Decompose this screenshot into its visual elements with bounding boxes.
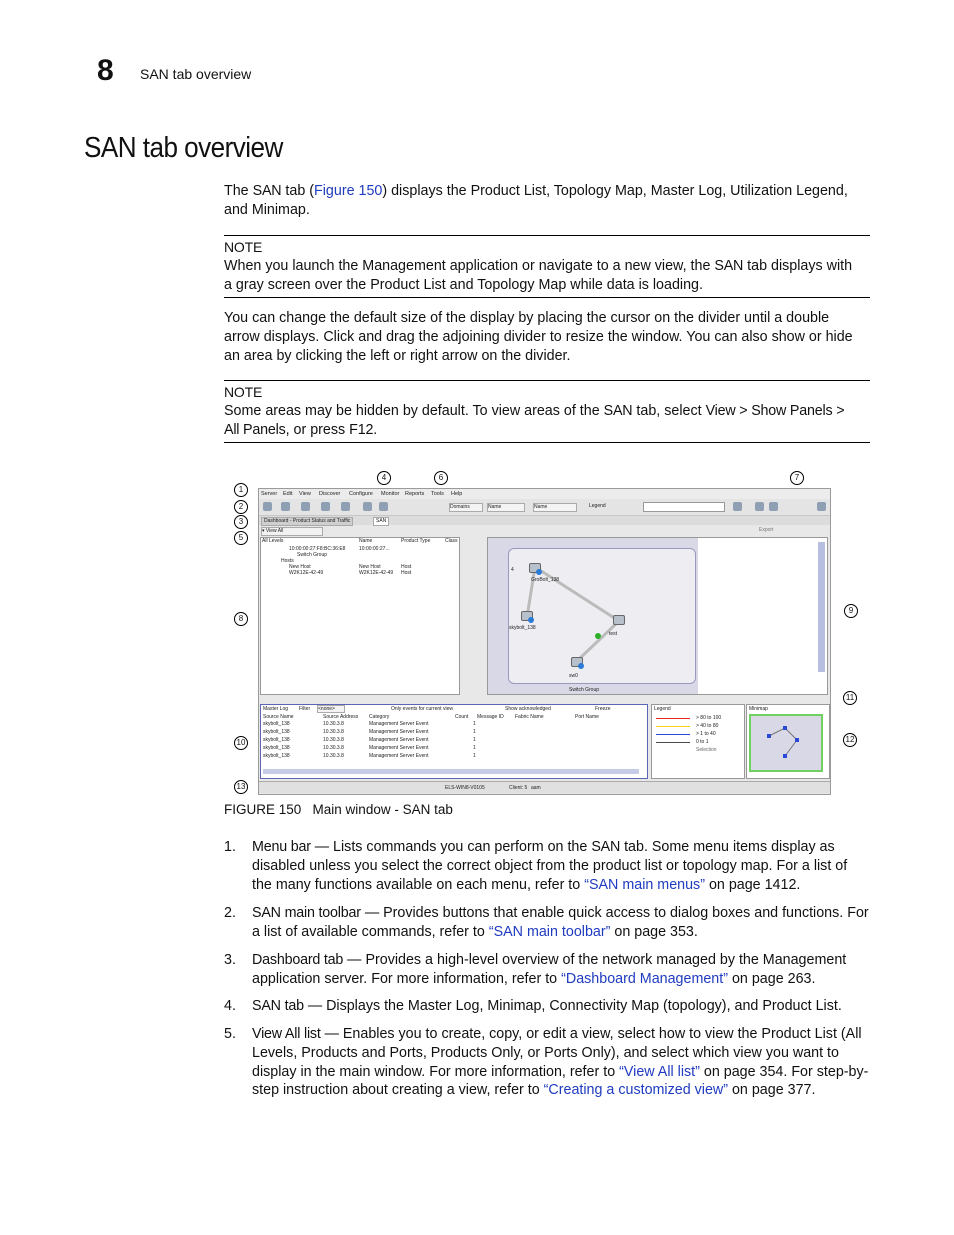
- tab-dashboard[interactable]: Dashboard - Product Status and Traffic: [261, 517, 353, 526]
- legend-item: > 1 to 40: [696, 731, 716, 737]
- san-main-toolbar: [259, 499, 830, 516]
- zone-icon[interactable]: [301, 502, 310, 511]
- switch-node[interactable]: [613, 615, 625, 625]
- topo-label: skybolt_138: [509, 625, 536, 631]
- link[interactable]: “SAN main toolbar”: [488, 923, 611, 940]
- note-block: NOTE When you launch the Management application or navigate to a new view, the SAN tab displays with a gray screen over the Product List and Topology Map while data is loading.: [224, 238, 870, 294]
- product-header-class[interactable]: Class: [445, 538, 458, 544]
- master-log-title: Master Log: [263, 706, 289, 712]
- search-field[interactable]: [643, 502, 725, 512]
- status-ok-icon: [595, 633, 601, 639]
- topo-label: 4: [511, 567, 514, 573]
- tree-item-type: Host: [401, 570, 412, 576]
- name-dropdown-2[interactable]: Name: [533, 503, 577, 512]
- note-bottom-rule: [224, 442, 870, 443]
- freeze-checkbox[interactable]: Freeze: [595, 706, 611, 712]
- table-row[interactable]: skybolt_138 10.30.3.8 Management Server Event 1: [263, 729, 476, 735]
- name-dropdown[interactable]: Name: [487, 503, 525, 512]
- properties-icon[interactable]: [281, 502, 290, 511]
- tree-item-type: Host: [401, 564, 412, 570]
- minimap-title: Minimap: [749, 706, 768, 712]
- tree-item-name: 10:00:00:27...: [359, 546, 390, 552]
- product-list: [260, 537, 460, 695]
- switch-icon: [536, 569, 542, 575]
- legend-item: Selection: [696, 747, 717, 753]
- export-button[interactable]: Export: [759, 527, 774, 533]
- legend-swatch: [656, 742, 690, 743]
- log-header[interactable]: Port Name: [575, 714, 599, 720]
- switch-icon: [578, 663, 584, 669]
- switch-group: [508, 548, 696, 693]
- menu-server[interactable]: Server: [261, 491, 278, 497]
- menu-view[interactable]: View: [299, 491, 311, 497]
- legend-item: 0 to 1: [696, 739, 709, 745]
- tree-item[interactable]: 10:00:00:27:F8:BC:36:E8: [289, 546, 346, 552]
- menu-edit[interactable]: Edit: [283, 491, 293, 497]
- tree-item[interactable]: New Host: [289, 564, 311, 570]
- connect-icon[interactable]: [321, 502, 330, 511]
- figure-caption: FIGURE 150 Main window - SAN tab: [224, 802, 453, 817]
- callout-3: 3: [234, 515, 248, 529]
- callout-1: 1: [234, 483, 248, 497]
- product-header-name[interactable]: Name: [359, 538, 373, 544]
- filter-dropdown[interactable]: <none>: [317, 705, 345, 713]
- link[interactable]: “View All list”: [619, 1063, 700, 1080]
- note-heading: NOTE: [224, 239, 263, 255]
- status-server: ELS-WIN8-V0105: [445, 785, 485, 791]
- help-icon[interactable]: [817, 502, 826, 511]
- callout-12: 12: [843, 733, 857, 747]
- callout-7: 7: [790, 471, 804, 485]
- callout-2: 2: [234, 500, 248, 514]
- discover-icon[interactable]: [263, 502, 272, 511]
- menu-configure[interactable]: Configure: [349, 491, 373, 497]
- status-bar: [259, 781, 830, 793]
- show-acknowledged-checkbox[interactable]: Show acknowledged: [505, 706, 551, 712]
- only-current-view-checkbox[interactable]: Only events for current view: [391, 706, 453, 712]
- log-header[interactable]: Source Name: [263, 714, 294, 720]
- master-log: [260, 704, 648, 779]
- minimap-graph: [751, 716, 821, 770]
- log-header[interactable]: Fabric Name: [515, 714, 544, 720]
- menu-bar: [259, 489, 830, 499]
- callout-list: 1. Menu bar — Lists commands you can perform on the SAN tab. Some menu items display as disabled unless you select the correct object from the product list or topology map. For a list of the many functions available on each menu, refer to “SAN main menus” on page 1412. 2. SAN main toolbar — Provides buttons that enable quick access to dialog boxes and functions. For a list of available commands, refer to “SAN main toolbar” on page 353. 3. Dashboard tab — Provides a high-level overview of the network managed by the Management application server. For more information, refer to “Dashboard Management” on page 263. 4. SAN tab — Displays the Master Log, Minimap, Connectivity Map (topology), and Product List. 5. View All list — Enables you to create, copy, or edit a view, select how to view the Product List (All Levels, Products and Ports, Products Only, or Ports Only), and select which view you want to display in the main window. For more information, refer to “View All list” on page 354. For step-by-step instruction about creating a view, refer to “Creating a customized view” on page 377.: [224, 839, 869, 1099]
- tab-san[interactable]: SAN: [373, 517, 389, 526]
- menu-help[interactable]: Help: [451, 491, 463, 497]
- running-header-title: SAN tab overview: [140, 66, 252, 82]
- figure-link[interactable]: Figure 150: [314, 183, 383, 199]
- callout-6: 6: [434, 471, 448, 485]
- intro-paragraph: The SAN tab (Figure 150) displays the Product List, Topology Map, Master Log, Utilization Legend, and Minimap.: [224, 183, 848, 218]
- callout-13: 13: [234, 780, 248, 794]
- table-row[interactable]: skybolt_138 10.30.3.8 Management Server Event 1: [263, 721, 476, 727]
- legend-swatch: [656, 726, 690, 727]
- chapter-number: 8: [97, 54, 114, 87]
- menu-discover[interactable]: Discover: [319, 491, 341, 497]
- legend-title: Legend: [654, 706, 671, 712]
- topo-label: GroBolt_138: [531, 577, 560, 583]
- tree-item[interactable]: Hosts: [281, 558, 294, 564]
- table-row[interactable]: skybolt_138 10.30.3.8 Management Server Event 1: [263, 745, 476, 751]
- note-block: NOTE Some areas may be hidden by default. To view areas of the SAN tab, select View > Show Panels > All Panels, or press F12.: [224, 383, 870, 439]
- link[interactable]: “SAN main menus”: [584, 876, 705, 893]
- note-top-rule: [224, 235, 870, 236]
- log-header[interactable]: Source Address: [323, 714, 359, 720]
- tree-item[interactable]: Switch Group: [297, 552, 328, 558]
- callout-10: 10: [234, 736, 248, 750]
- log-header[interactable]: Category: [369, 714, 390, 720]
- settings-icon[interactable]: [341, 502, 350, 511]
- legend-item: > 40 to 80: [696, 723, 719, 729]
- switch-group-label: Switch Group: [569, 687, 600, 693]
- callout-5: 5: [234, 531, 248, 545]
- filter-label: Filter: [299, 706, 311, 712]
- menu-tools[interactable]: Tools: [431, 491, 444, 497]
- menu-reports[interactable]: Reports: [405, 491, 425, 497]
- callout-9: 9: [844, 604, 858, 618]
- legend-swatch: [656, 734, 690, 735]
- callout-8: 8: [234, 612, 248, 626]
- note-bottom-rule: [224, 297, 870, 298]
- topo-label: test: [609, 631, 618, 637]
- table-row[interactable]: skybolt_138 10.30.3.8 Management Server Event 1: [263, 753, 476, 759]
- topology-scrollbar[interactable]: [818, 542, 825, 672]
- tool-icon[interactable]: [363, 502, 372, 511]
- minimap-viewport[interactable]: [749, 714, 823, 772]
- legend-swatch: [656, 718, 690, 719]
- menu-monitor[interactable]: Monitor: [381, 491, 400, 497]
- tree-item-name: New Host: [359, 564, 381, 570]
- up-arrow-icon[interactable]: [755, 502, 764, 511]
- tab-strip: [259, 516, 830, 525]
- switch-icon: [528, 617, 534, 623]
- link[interactable]: “Dashboard Management”: [561, 970, 728, 987]
- table-row[interactable]: skybolt_138 10.30.3.8 Management Server Event 1: [263, 737, 476, 743]
- callout-11: 11: [843, 691, 857, 705]
- callout-4: 4: [377, 471, 391, 485]
- domains-dropdown[interactable]: Domains: [449, 503, 483, 512]
- product-header-levels[interactable]: All Levels: [262, 538, 284, 544]
- product-header-type[interactable]: Product Type: [401, 538, 431, 544]
- link[interactable]: “Creating a customized view”: [543, 1082, 728, 1099]
- down-arrow-icon[interactable]: [769, 502, 778, 511]
- section-title: SAN tab overview: [84, 132, 283, 164]
- view-all-list[interactable]: ▾ View All: [261, 527, 323, 536]
- status-clients: Client: 5: [509, 785, 528, 791]
- note-top-rule: [224, 380, 870, 381]
- status-user: aam: [531, 785, 541, 791]
- log-header[interactable]: Message ID: [477, 714, 504, 720]
- tree-item-name: W2K12E-42-49: [359, 570, 394, 576]
- tree-item[interactable]: W2K12E-42-49: [289, 570, 324, 576]
- divider-paragraph: You can change the default size of the display by placing the cursor on the divider until a double arrow displays. Click and drag the adjoining divider to resize the window. You can also show or hide an area by clicking the left or right arrow on the divider.: [224, 310, 853, 364]
- app-window: [258, 488, 831, 795]
- domain-icon[interactable]: [379, 502, 388, 511]
- legend-toolbar-label: Legend: [589, 503, 606, 509]
- topo-label: sw0: [569, 673, 578, 679]
- log-scrollbar[interactable]: [263, 769, 639, 774]
- log-header[interactable]: Count: [455, 714, 469, 720]
- legend-item: > 80 to 100: [696, 715, 722, 721]
- search-icon[interactable]: [733, 502, 742, 511]
- topology-map: [487, 537, 828, 695]
- main-window-figure: [232, 466, 855, 796]
- note-heading: NOTE: [224, 384, 263, 400]
- utilization-legend: [651, 704, 745, 779]
- minimap: [746, 704, 830, 779]
